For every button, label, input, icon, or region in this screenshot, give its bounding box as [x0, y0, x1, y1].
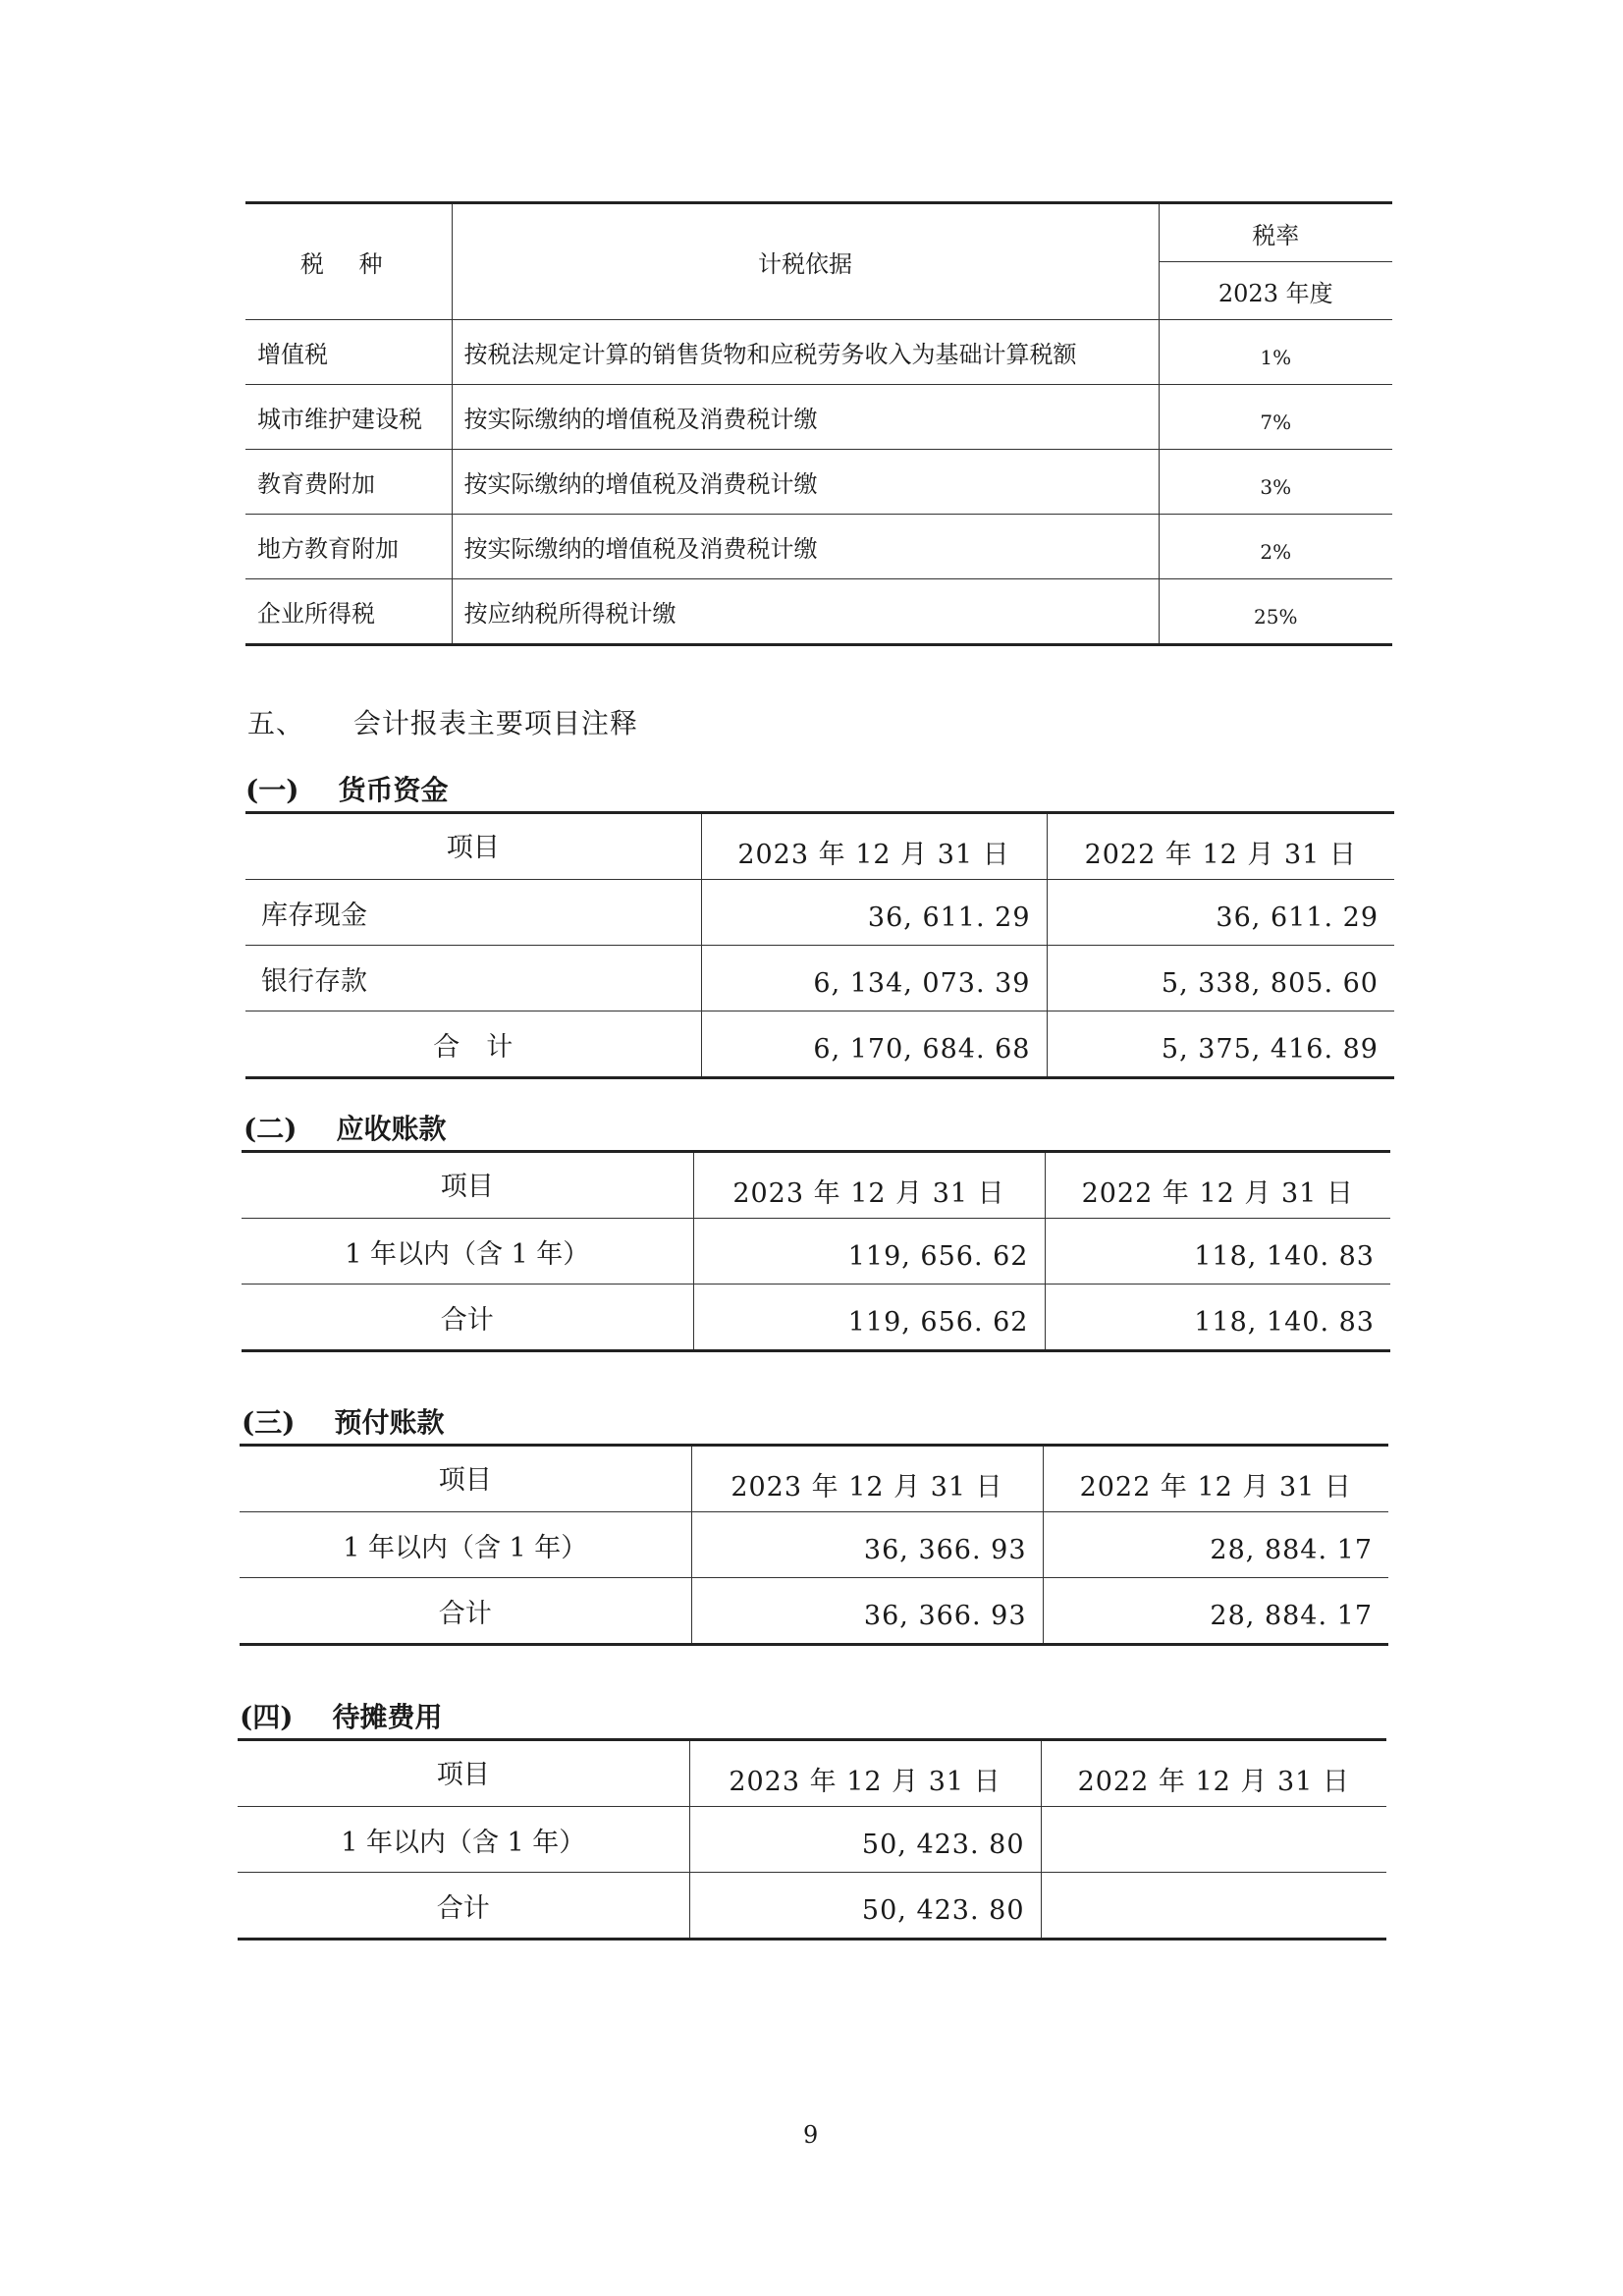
note-title: 待摊费用	[332, 1701, 443, 1733]
note-heading	[242, 1401, 445, 1441]
table-row	[242, 1219, 1390, 1285]
note-heading	[245, 769, 449, 808]
receivables-table	[242, 1150, 1390, 1352]
tax-rate: 1%	[1159, 320, 1392, 385]
column-header: 2023 年 12 月 31 日	[691, 1446, 1043, 1512]
value-2023: 6, 170, 684. 68	[701, 1011, 1047, 1078]
section-number: 五、	[247, 707, 305, 739]
section-title: 会计报表主要项目注释	[352, 707, 638, 739]
value-2022: 118, 140. 83	[1045, 1219, 1390, 1285]
value-2022	[1041, 1807, 1386, 1873]
table-row	[240, 1578, 1388, 1645]
table-row	[238, 1873, 1386, 1940]
tax-name: 增值税	[245, 320, 452, 385]
cash-table	[245, 811, 1394, 1079]
tax-basis: 按应纳税所得税计缴	[452, 579, 1159, 645]
table-row	[245, 946, 1394, 1011]
value-2022: 5, 338, 805. 60	[1047, 946, 1394, 1011]
tax-header-rate: 税率	[1252, 221, 1300, 249]
tax-header-rate-year: 2023 年度	[1159, 262, 1392, 320]
column-header: 2022 年 12 月 31 日	[1079, 1471, 1352, 1503]
tax-basis: 按税法规定计算的销售货物和应税劳务收入为基础计算税额	[452, 320, 1159, 385]
value-2023: 119, 656. 62	[693, 1219, 1045, 1285]
tax-basis: 按实际缴纳的增值税及消费税计缴	[452, 385, 1159, 450]
column-header: 项目	[240, 1446, 691, 1512]
column-header: 2023 年 12 月 31 日	[701, 813, 1047, 880]
value-2023: 6, 134, 073. 39	[701, 946, 1047, 1011]
value-2022: 5, 375, 416. 89	[1047, 1011, 1394, 1078]
note-heading	[240, 1696, 443, 1735]
row-item: 1 年以内（含 1 年）	[238, 1807, 689, 1873]
column-header: 项目	[245, 813, 701, 880]
tax-name: 企业所得税	[245, 579, 452, 645]
table-row	[240, 1512, 1388, 1578]
prepayments-table	[240, 1444, 1388, 1646]
row-item: 1 年以内（含 1 年）	[240, 1512, 691, 1578]
table-row	[238, 1807, 1386, 1873]
section-heading	[247, 702, 638, 741]
column-header: 项目	[242, 1152, 693, 1219]
column-header: 2022 年 12 月 31 日	[1084, 839, 1357, 870]
row-item: 合计	[240, 1578, 691, 1645]
tax-basis: 按实际缴纳的增值税及消费税计缴	[452, 450, 1159, 515]
table-row	[242, 1285, 1390, 1351]
value-2022: 36, 611. 29	[1047, 880, 1394, 946]
column-header: 2022 年 12 月 31 日	[1077, 1766, 1350, 1797]
note-number: (一)	[245, 774, 299, 806]
value-2022: 28, 884. 17	[1043, 1512, 1388, 1578]
note-heading	[243, 1108, 447, 1147]
value-2022	[1041, 1873, 1386, 1940]
row-item: 合计	[242, 1285, 693, 1351]
note-title: 预付账款	[334, 1406, 445, 1439]
note-title: 货币资金	[338, 774, 449, 806]
note-title: 应收账款	[336, 1113, 447, 1145]
tax-basis: 按实际缴纳的增值税及消费税计缴	[452, 515, 1159, 579]
note-number: (三)	[242, 1406, 296, 1439]
value-2023: 36, 366. 93	[691, 1578, 1043, 1645]
value-2023: 50, 423. 80	[689, 1873, 1041, 1940]
tax-name: 地方教育附加	[245, 515, 452, 579]
deferred-expenses-table	[238, 1738, 1386, 1941]
tax-rate: 7%	[1159, 385, 1392, 450]
value-2022: 28, 884. 17	[1043, 1578, 1388, 1645]
table-row	[245, 1011, 1394, 1078]
tax-name: 城市维护建设税	[245, 385, 452, 450]
tax-header-name: 税 种	[245, 203, 452, 320]
column-header: 2023 年 12 月 31 日	[689, 1740, 1041, 1807]
note-number: (二)	[243, 1113, 298, 1145]
table-row	[245, 320, 1392, 385]
value-2023: 36, 366. 93	[691, 1512, 1043, 1578]
value-2023: 119, 656. 62	[693, 1285, 1045, 1351]
note-number: (四)	[240, 1701, 294, 1733]
tax-name: 教育费附加	[245, 450, 452, 515]
row-item: 库存现金	[245, 880, 701, 946]
table-row	[245, 515, 1392, 579]
page-number: 9	[803, 2121, 819, 2149]
table-row	[245, 450, 1392, 515]
column-header: 2023 年 12 月 31 日	[693, 1152, 1045, 1219]
tax-header-basis: 计税依据	[452, 203, 1159, 320]
table-row	[245, 385, 1392, 450]
row-item: 合计	[238, 1873, 689, 1940]
value-2023: 50, 423. 80	[689, 1807, 1041, 1873]
column-header: 项目	[238, 1740, 689, 1807]
tax-rate-table	[245, 201, 1392, 646]
column-header: 2022 年 12 月 31 日	[1081, 1177, 1354, 1209]
value-2022: 118, 140. 83	[1045, 1285, 1390, 1351]
tax-rate: 3%	[1159, 450, 1392, 515]
row-item: 合 计	[245, 1011, 701, 1078]
tax-rate: 25%	[1159, 579, 1392, 645]
row-item: 银行存款	[245, 946, 701, 1011]
value-2023: 36, 611. 29	[701, 880, 1047, 946]
row-item: 1 年以内（含 1 年）	[242, 1219, 693, 1285]
table-row	[245, 880, 1394, 946]
tax-rate: 2%	[1159, 515, 1392, 579]
table-row	[245, 579, 1392, 645]
